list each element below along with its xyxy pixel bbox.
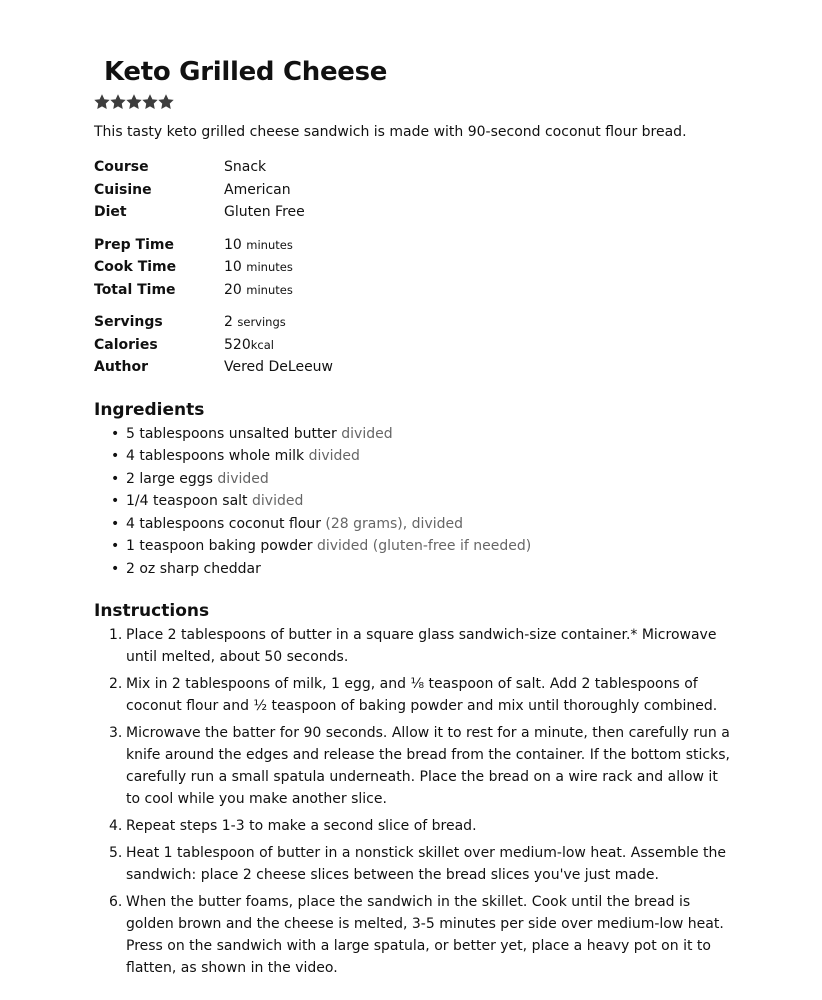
step-number: 3.: [109, 725, 123, 741]
bullet-icon: •: [111, 493, 120, 509]
meta-number: 2: [224, 314, 233, 330]
ingredient-item: [111, 468, 734, 491]
bullet-icon: •: [111, 425, 120, 442]
ingredient-text: 2 large eggs: [126, 470, 213, 487]
star-rating[interactable]: [94, 94, 734, 114]
meta-label: Prep Time: [94, 236, 174, 253]
ingredient-text: 4 tablespoons whole milk: [126, 448, 305, 464]
meta-number: 10: [224, 259, 242, 275]
meta-row-diet: [94, 201, 734, 224]
ingredient-note: divided: [308, 448, 360, 464]
meta-unit: minutes: [246, 237, 293, 252]
ingredient-text: 1/4 teaspoon salt: [126, 493, 248, 509]
meta-value: [224, 256, 293, 279]
instruction-step: [109, 673, 734, 717]
ingredient-item: [111, 558, 734, 581]
star-icon[interactable]: [94, 94, 110, 114]
meta-group-details: [94, 311, 734, 379]
meta-value: [224, 311, 286, 334]
bullet-icon: •: [111, 515, 120, 532]
step-text: When the butter foams, place the sandwich in the skillet. Cook until the bread is golden brown and the cheese is melted, 3-5 minutes per side over medium-low heat. Press on the sandwich with a large spatula, or better yet, place a heavy pot on it to flatten, as shown in the video.: [126, 894, 724, 976]
instruction-step: [109, 842, 734, 886]
step-text: Place 2 tablespoons of butter in a square glass sandwich-size container.* Microwave until melted, about 50 seconds.: [126, 627, 717, 665]
ingredient-item: [111, 535, 734, 558]
step-number: 5.: [109, 845, 123, 861]
meta-unit: minutes: [246, 260, 293, 274]
star-icon[interactable]: [158, 94, 174, 114]
meta-row-cook-time: [94, 256, 734, 279]
meta-value: Gluten Free: [224, 204, 305, 220]
meta-label: Cuisine: [94, 181, 152, 198]
ingredient-item: [111, 490, 734, 513]
ingredients-list: [94, 423, 734, 581]
instruction-step: [109, 815, 734, 837]
meta-number: 20: [224, 281, 242, 298]
meta-label: Course: [94, 159, 149, 175]
ingredient-text: 2 oz sharp cheddar: [126, 560, 261, 577]
meta-value: Vered DeLeeuw: [224, 359, 333, 375]
meta-label: Author: [94, 359, 148, 375]
bullet-icon: •: [111, 538, 120, 554]
meta-row-author: [94, 356, 734, 379]
step-number: 2.: [109, 676, 123, 692]
meta-label: Servings: [94, 314, 163, 330]
instruction-step: [109, 624, 734, 668]
ingredient-item: [111, 513, 734, 536]
instructions-heading: Instructions: [94, 601, 210, 621]
meta-unit: kcal: [250, 337, 274, 352]
ingredient-note: divided (gluten-free if needed): [316, 538, 532, 554]
step-text: Heat 1 tablespoon of butter in a nonstick skillet over medium-low heat. Assemble the sandwich: place 2 cheese slices between the bread slices you've just made.: [126, 845, 727, 883]
ingredient-text: 4 tablespoons coconut flour: [126, 515, 321, 532]
step-text: Microwave the batter for 90 seconds. Allow it to rest for a minute, then carefully run a knife around the edges and release the bread from the container. If the bottom sticks, carefully run a small spatula underneath. Place the bread on a wire rack and allow it to cool while you make another slice.: [126, 725, 730, 807]
recipe-title: Keto Grilled Cheese: [104, 57, 388, 87]
meta-label: Cook Time: [94, 259, 177, 275]
meta-row-prep-time: [94, 234, 734, 257]
meta-value: [224, 279, 293, 302]
meta-group-times: [94, 234, 734, 302]
ingredient-text: 1 teaspoon baking powder: [126, 538, 313, 554]
star-icon[interactable]: [110, 94, 126, 114]
step-text: Mix in 2 tablespoons of milk, 1 egg, and ⅛ teaspoon of salt. Add 2 tablespoons of coconut flour and ½ teaspoon of baking powder and mix until thoroughly combined.: [126, 676, 718, 714]
meta-number: 520: [224, 336, 251, 353]
meta-label: Calories: [94, 336, 158, 353]
meta-row-servings: [94, 311, 734, 334]
meta-row-total-time: [94, 279, 734, 302]
star-icon[interactable]: [142, 94, 158, 114]
step-text: Repeat steps 1-3 to make a second slice of bread.: [126, 818, 477, 834]
ingredient-text: 5 tablespoons unsalted butter: [126, 425, 337, 442]
meta-unit: minutes: [246, 282, 293, 297]
meta-number: 10: [224, 236, 242, 253]
meta-row-calories: [94, 334, 734, 357]
ingredient-note: divided: [252, 493, 304, 509]
meta-value: American: [224, 181, 291, 198]
bullet-icon: •: [111, 448, 120, 464]
instruction-step: [109, 891, 734, 979]
ingredient-note: divided: [341, 425, 393, 442]
meta-value: Snack: [224, 159, 267, 175]
meta-row-cuisine: [94, 179, 734, 202]
ingredient-note: divided: [217, 470, 269, 487]
ingredients-heading: Ingredients: [94, 399, 205, 420]
meta-group-categories: [94, 156, 734, 224]
ingredient-item: [111, 423, 734, 446]
instructions-list: [94, 624, 734, 979]
meta-value: [224, 334, 274, 357]
step-number: 4.: [109, 818, 123, 834]
recipe-summary: This tasty keto grilled cheese sandwich is made with 90-second coconut flour bread.: [94, 124, 687, 140]
ingredient-item: [111, 445, 734, 468]
meta-value: [224, 234, 293, 257]
star-icon[interactable]: [126, 94, 142, 114]
step-number: 1.: [109, 627, 123, 643]
meta-unit: servings: [237, 315, 286, 329]
ingredient-note: (28 grams), divided: [325, 515, 464, 532]
instruction-step: [109, 722, 734, 810]
meta-label: Diet: [94, 204, 127, 220]
step-number: 6.: [109, 894, 123, 910]
meta-label: Total Time: [94, 281, 176, 298]
bullet-icon: •: [111, 470, 120, 487]
meta-row-course: [94, 156, 734, 179]
bullet-icon: •: [111, 560, 120, 577]
